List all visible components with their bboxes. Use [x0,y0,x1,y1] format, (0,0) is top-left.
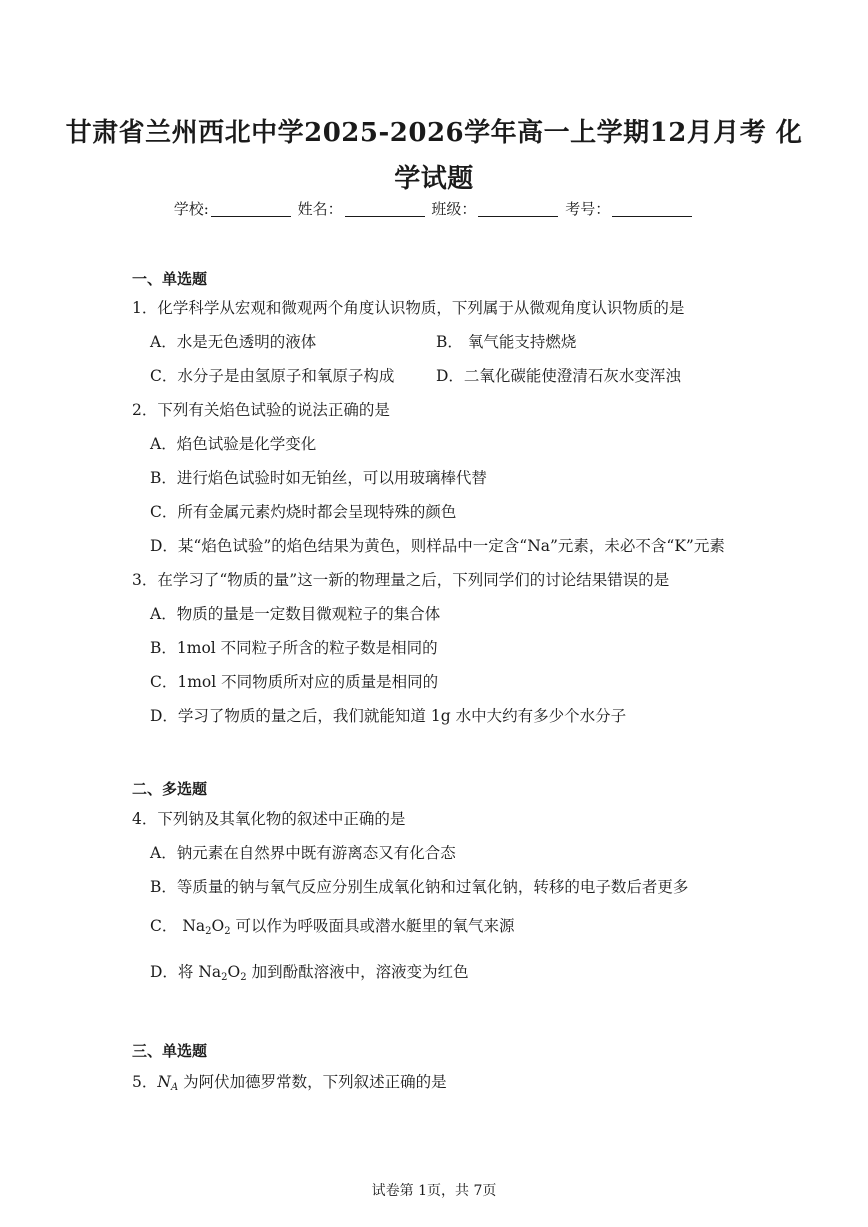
avogadro-symbol: $N_A$ [157,1073,179,1093]
school-blank[interactable] [211,202,291,217]
section-heading-single-choice: 一、单选题 [132,270,208,288]
option-d-text: 加到酚酞溶液中，溶液变为红色 [246,963,469,981]
school-label: 学校: [173,200,209,218]
question-4-stem: 4．下列钠及其氧化物的叙述中正确的是 [132,810,406,828]
question-3-stem: 3．在学习了“物质的量”这一新的物理量之后，下列同学们的讨论结果错误的是 [132,571,670,589]
question-5-number: 5． [132,1073,158,1091]
question-4-option-d [150,960,469,983]
question-2-option-c: C．所有金属元素灼烧时都会呈现特殊的颜色 [150,503,457,521]
section-heading-single-choice-2: 三、单选题 [132,1042,208,1060]
page-footer: 试卷第 1页，共 7页 [371,1183,497,1199]
question-1-option-c: C．水分子是由氢原子和氧原子构成 [150,367,395,385]
class-blank[interactable] [478,202,558,217]
question-3-option-c: C．1mol 不同物质所对应的质量是相同的 [150,673,439,691]
option-c-prefix: C． [150,917,178,935]
question-4-option-b: B．等质量的钠与氧气反应分别生成氧化钠和过氧化钠，转移的电子数后者更多 [150,878,689,896]
name-label: 姓名： [297,200,343,218]
question-1-stem: 1．化学科学从宏观和微观两个角度认识物质，下列属于从微观角度认识物质的是 [132,299,685,317]
sodium-peroxide-formula: $Na_2O_2$ [198,963,247,983]
question-3-option-a: A．物质的量是一定数目微观粒子的集合体 [150,605,441,623]
exam-title-line1: 甘肃省兰州西北中学2025-2026学年高一上学期12月月考 化 [65,118,803,148]
question-4-option-a: A．钠元素在自然界中既有游离态又有化合态 [150,844,456,862]
option-c-text: 可以作为呼吸面具或潜水艇里的氧气来源 [235,917,515,935]
class-label: 班级： [431,200,477,218]
question-2-option-d: D．某“焰色试验”的焰色结果为黄色，则样品中一定含“Na”元素，未必不含“K”元素 [150,537,725,555]
question-2-option-a: A．焰色试验是化学变化 [150,435,317,453]
question-1-option-b: B． 氧气能支持燃烧 [436,333,577,351]
name-blank[interactable] [345,202,425,217]
question-5-stem [132,1070,447,1093]
question-3-option-d: D．学习了物质的量之后，我们就能知道 1g 水中大约有多少个水分子 [150,707,627,725]
exam-title-line2: 学试题 [394,164,474,194]
number-label: 考号： [565,200,611,218]
number-blank[interactable] [612,202,692,217]
question-4-option-c [150,914,515,937]
question-1-option-d: D．二氧化碳能使澄清石灰水变浑浊 [436,367,681,385]
question-2-option-b: B．进行焰色试验时如无铂丝，可以用玻璃棒代替 [150,469,487,487]
question-3-option-b: B．1mol 不同粒子所含的粒子数是相同的 [150,639,438,657]
sodium-peroxide-formula: $Na_2O_2$ [182,917,231,937]
option-d-prefix: D．将 [150,963,199,981]
student-info-line [0,198,868,219]
section-heading-multiple-choice: 二、多选题 [132,780,208,798]
question-5-text: 为阿伏加德罗常数，下列叙述正确的是 [178,1073,447,1091]
question-1-option-a: A．水是无色透明的液体 [150,333,317,351]
question-2-stem: 2．下列有关焰色试验的说法正确的是 [132,401,390,419]
